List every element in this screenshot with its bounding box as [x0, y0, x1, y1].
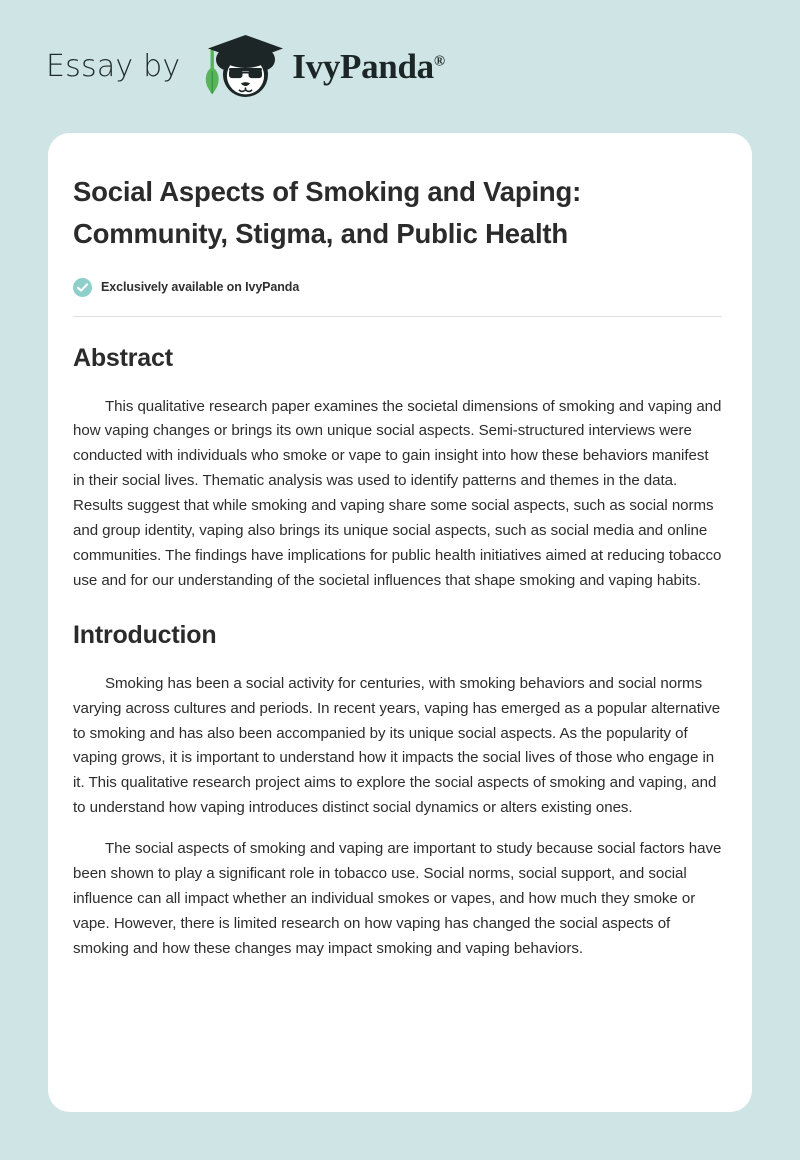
brand-header — [0, 0, 800, 133]
check-circle-icon — [73, 278, 92, 297]
essay-by-label: Essay by — [46, 48, 181, 84]
section-heading-introduction: Introduction — [73, 620, 217, 649]
exclusive-availability-badge — [73, 278, 727, 297]
ivypanda-wordmark-text: IvyPanda — [292, 47, 434, 86]
page-title: Social Aspects of Smoking and Vaping: Community, Stigma, and Public Health — [73, 176, 582, 249]
section-abstract — [73, 317, 727, 594]
exclusive-availability-label: Exclusively available on IvyPanda — [101, 280, 300, 295]
registered-trademark-icon: ® — [433, 53, 445, 70]
ivypanda-wordmark — [292, 49, 444, 84]
panda-graduation-cap-logo-icon — [194, 31, 286, 103]
paragraph: The social aspects of smoking and vaping are important to study because social factors have been shown to play a significant role in tobacco use. Social norms, social support, and social influence can all impact whether an individual smokes or vapes, and how much they smoke or vape. However, there is limited research on how vaping has changed the social aspects of smoking and how these changes may impact smoking and vaping behaviors. — [73, 840, 722, 957]
section-heading-abstract: Abstract — [73, 343, 173, 372]
essay-paper-card — [48, 133, 752, 1112]
paragraph: This qualitative research paper examines the societal dimensions of smoking and vaping and how vaping changes or brings its own unique social aspects. Semi-structured interviews were conducted with individuals who smoke or vape to gain insight into how these behaviors manifest in their social lives. Thematic analysis was used to identify patterns and themes in the data. Results suggest that while smoking and vaping share some social aspects, such as social norms and group identity, vaping also brings its unique social aspects, such as social media and online communities. The findings have implications for public health initiatives aimed at reducing tobacco use and for our understanding of the societal influences that shape smoking and vaping habits. — [73, 397, 722, 589]
section-introduction — [73, 594, 727, 962]
paragraph: Smoking has been a social activity for centuries, with smoking behaviors and social norms varying across cultures and periods. In recent years, vaping has emerged as a popular alternative to smoking and has also been accompanied by its unique social aspects. As the popularity of vaping grows, it is important to understand how it impacts the social lives of those who engage in it. This qualitative research project aims to explore the social aspects of smoking and vaping, and to understand how vaping introduces distinct social dynamics or alters existing ones. — [73, 674, 721, 817]
